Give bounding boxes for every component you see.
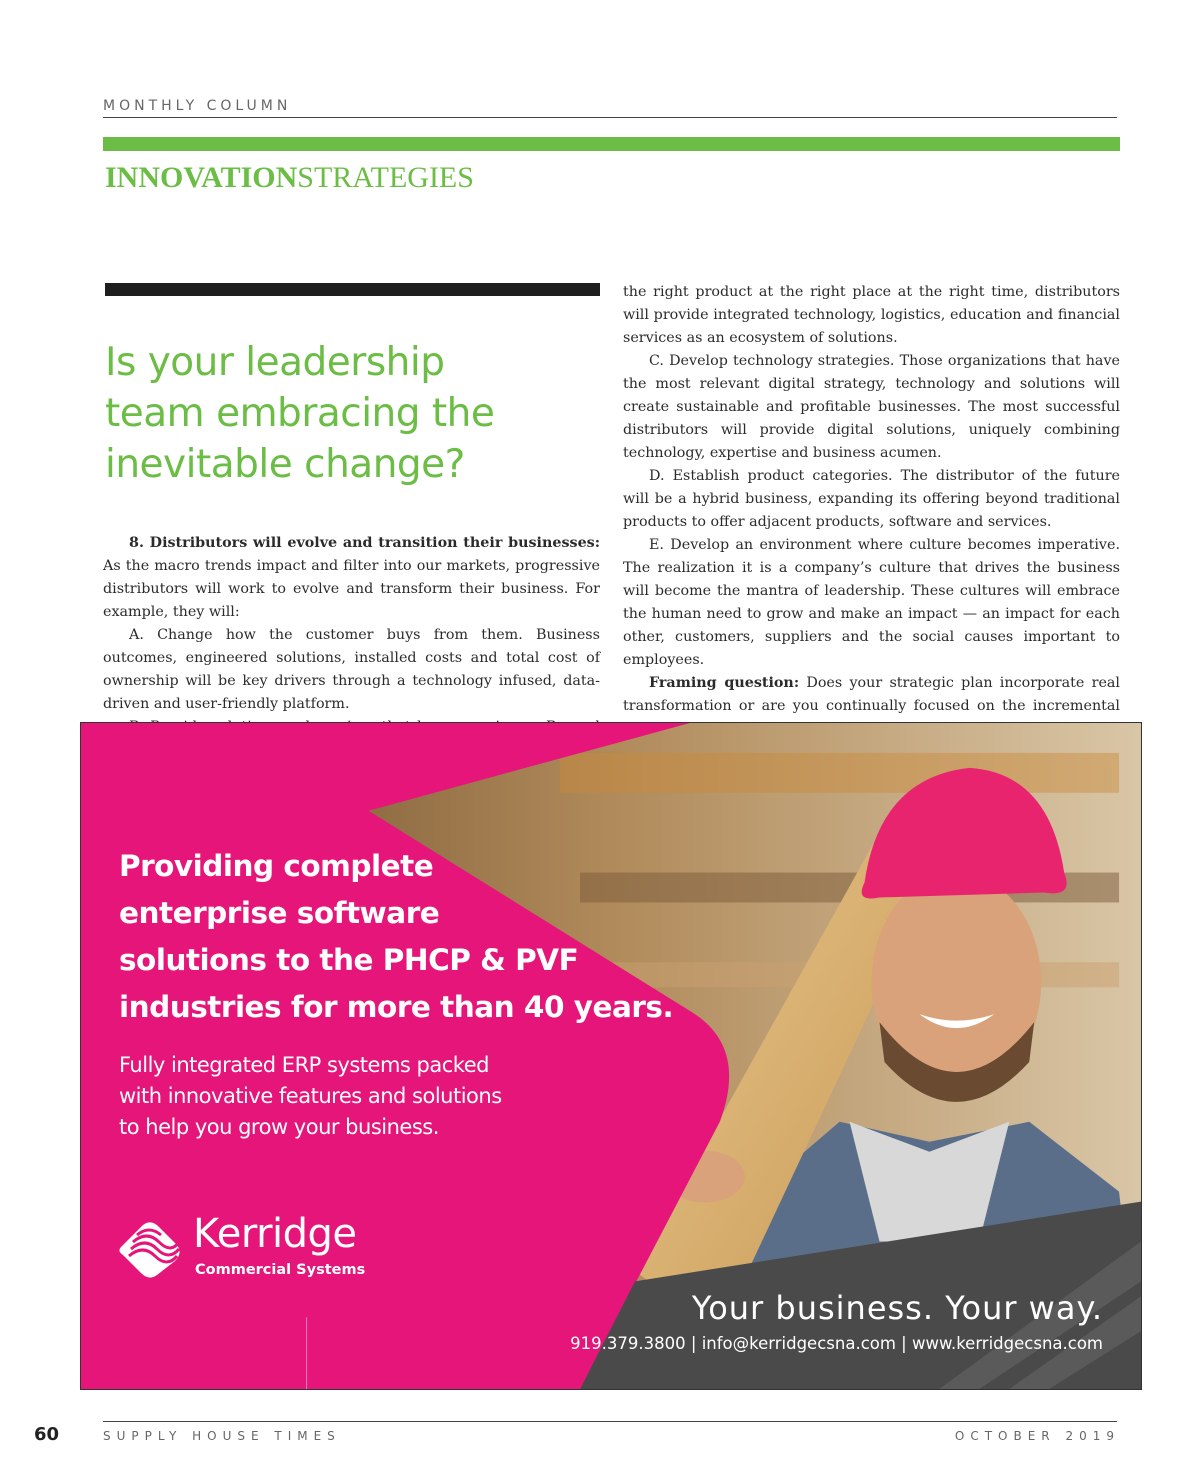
column-title-bold: INNOVATION xyxy=(105,161,298,194)
paragraph: C. Develop technology strategies. Those organizations that have the most relevant digital strategy, technology and solutions will create sustainable and profitable businesses. The most successful distributors will provide digital solutions, uniquely combining technology, expertise and business acumen. xyxy=(623,353,1120,461)
ad-headline-line: enterprise software xyxy=(119,896,440,930)
paragraph: A. Change how the customer buys from them. Business outcomes, engineered solutions, installed costs and total cost of ownership will be key drivers through a technology infused, data-driven and user-friendly platform. xyxy=(103,627,600,712)
top-rule xyxy=(103,117,1117,118)
ad-subheadline xyxy=(119,1050,599,1143)
ad-sub-line: to help you grow your business. xyxy=(119,1115,439,1139)
green-bar xyxy=(103,137,1120,151)
kerridge-advertisement[interactable] xyxy=(80,722,1142,1390)
paragraph: D. Establish product categories. The distributor of the future will be a hybrid business, expanding its offering beyond traditional products to offer adjacent products, software and services. xyxy=(623,468,1120,530)
ad-headline-line: Providing complete xyxy=(119,849,434,883)
headline-line: team embracing the xyxy=(105,391,495,436)
ad-brand-subtitle: Commercial Systems xyxy=(195,1262,366,1278)
publication-name: SUPPLY HOUSE TIMES xyxy=(103,1429,341,1443)
paragraph: Framing question: Does your strategic plan incorporate real transformation or are you continually focused on the incremental xyxy=(623,675,1120,714)
bottom-rule xyxy=(103,1421,1117,1422)
ad-headline-line: solutions to the PHCP & PVF xyxy=(119,943,579,977)
page-number: 60 xyxy=(34,1424,60,1445)
headline-line: inevitable change? xyxy=(105,442,465,487)
headline-line: Is your leadership xyxy=(105,340,445,385)
kerridge-logo-icon xyxy=(117,1209,189,1279)
ad-headline-line: industries for more than 40 years. xyxy=(119,990,674,1024)
section-label: MONTHLY COLUMN xyxy=(103,98,292,114)
headline-bar xyxy=(105,283,600,296)
ad-contact-info[interactable]: 919.379.3800 | info@kerridgecsna.com | www.kerridgecsna.com xyxy=(570,1334,1103,1353)
article-right-column xyxy=(623,281,1120,787)
ad-sub-line: Fully integrated ERP systems packed xyxy=(119,1053,489,1077)
column-title-regular: STRATEGIES xyxy=(297,161,474,194)
paragraph: E. Develop an environment where culture becomes imperative. The realization it is a company’s culture that drives the business will become the mantra of leadership. These cultures will embrace the human need to grow and make an impact — an impact for each other, customers, suppliers and the social causes important to employees. xyxy=(623,537,1120,668)
paragraph: 8. Distributors will evolve and transition their businesses: As the macro trends impact and filter into our markets, progressive distributors will work to evolve and transform their business. For example, they will: xyxy=(103,535,600,620)
column-title xyxy=(105,161,474,195)
paragraph: the right product at the right place at the right time, distributors will provide integrated technology, logistics, education and financial services as an ecosystem of solutions. xyxy=(623,284,1120,346)
ad-tagline: Your business. Your way. xyxy=(691,1289,1103,1327)
ad-brand-name: Kerridge xyxy=(193,1211,357,1257)
ad-sub-line: with innovative features and solutions xyxy=(119,1084,502,1108)
article-headline xyxy=(105,337,595,490)
issue-date: OCTOBER 2019 xyxy=(954,1429,1120,1443)
ad-headline xyxy=(119,843,679,1031)
